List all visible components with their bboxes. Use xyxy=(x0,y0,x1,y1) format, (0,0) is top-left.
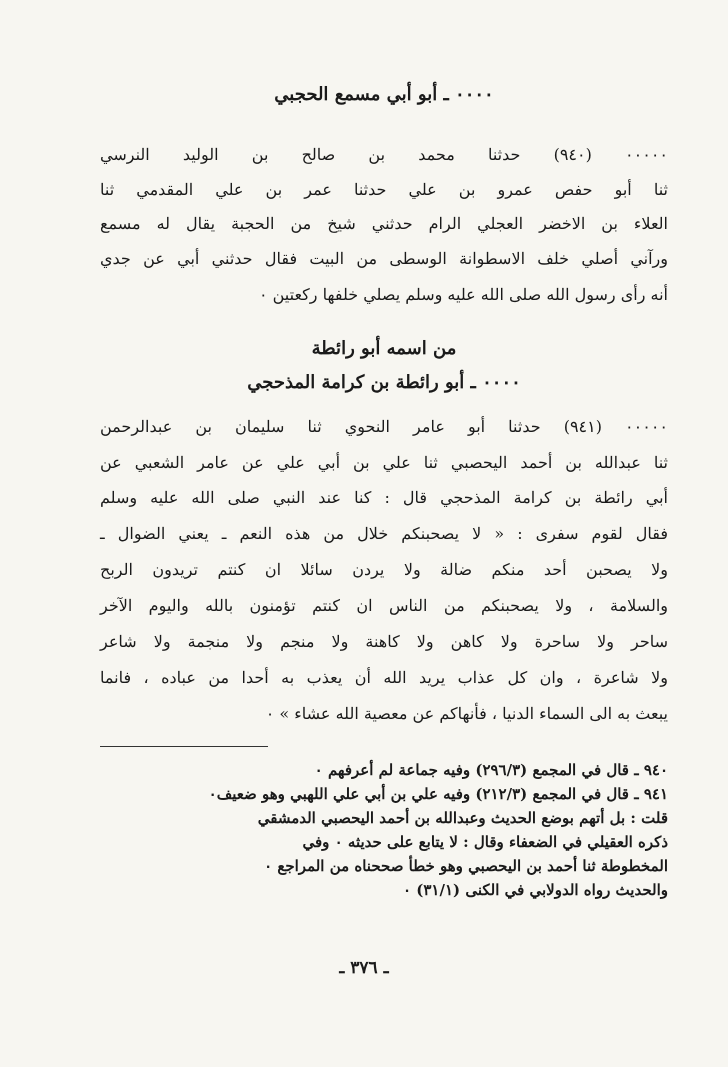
page-number: ـ ٣٧٦ ـ xyxy=(339,958,389,978)
hadith-941-line-9: يبعث به الى السماء الدنيا ، فأنهاكم عن معصية الله عشاء » ٠ xyxy=(265,704,668,723)
hadith-940-line-2: ثنا أبو حفص عمرو بن علي حدثنا عمر بن علي المقدمي ثنا xyxy=(100,180,668,199)
hadith-940-line-1: ٠٠٠٠٠ (٩٤٠) حدثنا محمد بن صالح بن الوليد النرسي xyxy=(100,145,668,164)
footnote-941-cont-1: قلت : بل أتهم بوضع الحديث وعبدالله بن أحمد اليحصبي الدمشقي xyxy=(257,809,668,827)
footnote-941-cont-2: ذكره العقيلي في الضعفاء وقال : لا يتابع على حديثه ٠ وفي xyxy=(302,833,668,851)
entry-heading-abu-raita: ٠٠٠٠ ـ أبو رائطة بن كرامة المذحجي xyxy=(247,372,521,393)
hadith-941-line-8: ولا شاعرة ، وان كل عذاب يريد الله أن يعذب به أحدا من عباده ، فانما xyxy=(100,668,668,687)
footnote-940: ٩٤٠ ـ قال في المجمع (٢٩٦/٣) وفيه جماعة لم أعرفهم ٠ xyxy=(314,761,668,779)
footnote-divider xyxy=(100,746,268,747)
hadith-941-line-7: ساحر ولا ساحرة ولا كاهن ولا كاهنة ولا منجم ولا منجمة ولا شاعر xyxy=(100,632,668,651)
hadith-941-line-2: ثنا عبدالله بن أحمد اليحصبي ثنا علي بن أبي علي عن عامر الشعبي عن xyxy=(100,453,668,472)
hadith-941-line-4: فقال لقوم سفرى : « لا يصحبنكم خلال من هذه النعم ـ يعني الضوال ـ xyxy=(100,524,668,543)
entry-heading-abu-musmi: ٠٠٠٠ ـ أبو أبي مسمع الحجبي xyxy=(274,84,494,105)
hadith-941-line-3: أبي رائطة بن كرامة المذحجي قال : كنا عند النبي صلى الله عليه وسلم xyxy=(100,488,668,507)
hadith-940-line-3: العلاء بن الاخضر العجلي الرام حدثني شيخ من الحجبة يقال له مسمع xyxy=(100,214,668,233)
footnote-941: ٩٤١ ـ قال في المجمع (٢١٢/٣) وفيه علي بن أبي علي اللهبي وهو ضعيف٠ xyxy=(208,785,668,803)
hadith-941-line-5: ولا يصحبن أحد منكم ضالة ولا يردن سائلا ان كنتم تريدون الربح xyxy=(100,560,669,579)
footnote-941-cont-4: والحديث رواه الدولابي في الكنى (٣١/١) ٠ xyxy=(402,881,668,899)
hadith-941-line-1: ٠٠٠٠٠ (٩٤١) حدثنا أبو عامر النحوي ثنا سليمان بن عبدالرحمن xyxy=(100,417,668,436)
section-heading-abu-raita: من اسمه أبو رائطة xyxy=(311,338,457,359)
footnote-941-cont-3: المخطوطة ثنا أحمد بن اليحصبي وهو خطأ صححناه من المراجع ٠ xyxy=(264,857,668,875)
hadith-941-line-6: والسلامة ، ولا يصحبنكم من الناس ان كنتم تؤمنون بالله واليوم الآخر xyxy=(100,596,668,615)
hadith-940-line-4: ورآني أصلي خلف الاسطوانة الوسطى من البيت فقال حدثني أبي عن جدي xyxy=(100,249,668,268)
hadith-940-line-5: أنه رأى رسول الله صلى الله عليه وسلم يصلي خلفها ركعتين ٠ xyxy=(258,285,668,304)
